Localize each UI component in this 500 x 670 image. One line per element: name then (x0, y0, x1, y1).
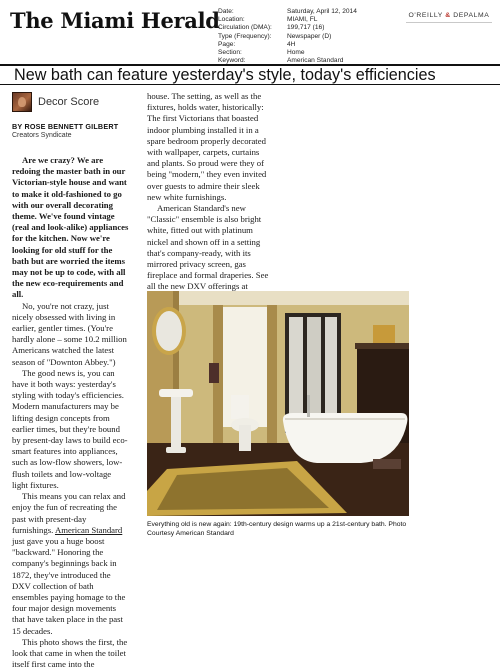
meta-date: Saturday, April 12, 2014 (287, 8, 357, 15)
newspaper-masthead: The Miami Herald (10, 8, 220, 33)
meta-label: Date: (218, 8, 234, 15)
paragraph: This photo shows the first, the look that came in when the toilet itself first came into the (12, 636, 128, 670)
article-column-2 (147, 91, 269, 304)
bathroom-photo (147, 291, 409, 516)
paragraph (12, 491, 129, 637)
meta-type: Newspaper (D) (287, 32, 332, 40)
column-badge (12, 91, 128, 113)
paragraph: No, you're not crazy, just nicely obsessed with living in earlier, gentler times. (You're hardly alone – some 10.2 million Americans watched the latest season of "Downton Abbey.") (12, 300, 127, 367)
mantel-picture (373, 325, 395, 343)
headline-rule-bottom (0, 84, 500, 85)
clip-meta-labels (218, 8, 272, 65)
meta-circulation: 199,717 (16) (287, 24, 325, 32)
meta-page: 4H (287, 40, 296, 48)
bath-mat (373, 459, 401, 469)
towel (209, 363, 219, 383)
sink-basin (159, 389, 193, 397)
mantel (355, 343, 409, 349)
column-2-body (147, 91, 269, 304)
ceiling-edge (147, 291, 409, 305)
meta-label: Circulation (DMA): (218, 24, 272, 32)
agency-name (402, 12, 496, 19)
brand-mention: American Standard (54, 524, 123, 535)
byline: BY ROSE BENNETT GILBERT (12, 122, 119, 131)
tub-faucet (307, 395, 310, 417)
meta-keyword: American Standard (287, 57, 344, 65)
photo-caption: Everything old is new again: 19th-century design warms up a 21st-century bath. Photo Courtesy American Standard (147, 521, 407, 537)
sink-base (166, 447, 186, 453)
agency-logo (402, 12, 496, 23)
drape-window-right (267, 305, 277, 453)
agency-ampersand: & (445, 12, 451, 19)
clip-meta-values (287, 8, 357, 65)
meta-label: Section: (218, 49, 242, 57)
paragraph-text: This means you can relax and enjoy the fun of recreating the past with present-day furnishings. (12, 491, 126, 535)
paragraph: house. The setting, as well as the fixtures, holds water, historically: The first Victorians that boasted indoor plumbing installed it in a spare bedroom properly decorated with wallpaper, carpets, curtains and plants. So proud were they of being "modern," they even invited over guests to admire their sleek new white furnishings. (147, 91, 267, 202)
column-1-body (12, 155, 129, 670)
agency-rule (406, 22, 492, 23)
sink-pedestal (171, 397, 181, 451)
syndicate-credit: Creators Syndicate (12, 132, 72, 139)
columnist-photo (12, 92, 32, 112)
meta-label: Location: (218, 16, 245, 24)
meta-label: Page: (218, 40, 236, 48)
column-name: Decor Score (38, 96, 100, 108)
bathroom-illustration (147, 291, 409, 516)
screen-panel (289, 317, 303, 429)
meta-label: Keyword: (218, 57, 246, 65)
article-column-1 (12, 91, 128, 670)
screen-panel (325, 317, 337, 429)
toilet-base (239, 425, 251, 451)
toilet-tank (231, 395, 249, 419)
reader-question: Are we crazy? We are redoing the master bath in our Victorian-style house and want to make it old-fashioned to go with our overall decorating theme. We've found vintage (real and look-alike) appliances for the kitchen. Now we're looking for old stuff for the bath but are worried the items may not be up to code, with all the new eco-requirements and all. (12, 155, 129, 300)
agency-name-right: DEPALMA (453, 12, 490, 19)
agency-name-left: O'REILLY (408, 12, 443, 19)
meta-location: MIAMI, FL (287, 16, 318, 24)
mirror-glass (156, 311, 182, 351)
article-headline: New bath can feature yesterday's style, today's efficiencies (14, 66, 436, 84)
paragraph-text: just gave you a huge boost "backward." Honoring the company's beginnings back in 1872, they've introduced the DXV collection of bath ensembles paying homage to the four major design movements that have taken place in the past 15 decades. (12, 535, 126, 636)
paragraph: American Standard's new "Classic" ensemble is also bright white, fitted out with platinum nickel and shown off in a setting that's company-ready, with its mirrored privacy screen, gas fireplace and formal draperies. See all the new DXV offerings at (147, 203, 269, 292)
meta-label: Type (Frequency): (218, 32, 272, 40)
meta-section: Home (287, 49, 305, 57)
paragraph: The good news is, you can have it both ways: yesterday's styling with today's efficiencies. Modern manufacturers may be lifting design concepts from earlier times, but they're bound by present-day laws to build eco-smart features into appliances, such as low-flow showers, low-flush toilets and low-voltage light fixtures. (12, 367, 128, 490)
